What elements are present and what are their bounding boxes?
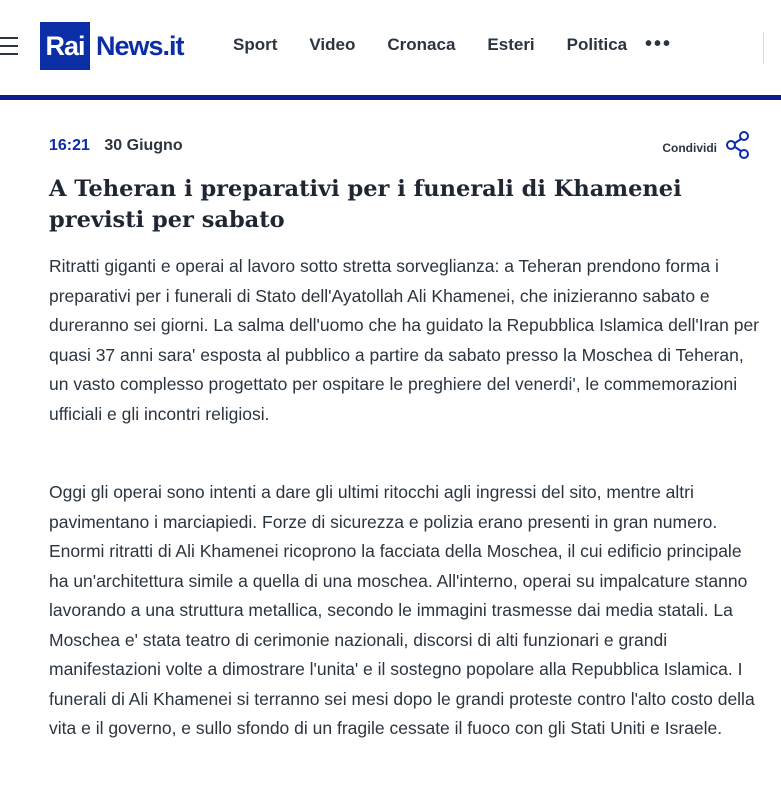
share-label: Condividi (662, 140, 717, 155)
article-paragraph-2: Oggi gli operai sono intenti a dare gli ultimi ritocchi agli ingressi del sito, mentre altri pavimentano i marciapiedi. Forze di sicurezza e polizia erano presenti in gran numero. Enormi ritratti di Ali Khamenei ricoprono la facciata della Moschea, il cui edificio principale ha un'architettura simile a quella di una moschea. All'interno, operai su impalcature stanno lavorando a una struttura metallica, secondo le immagini trasmesse dai media statali. La Moschea e' stata teatro di cerimonie nazionali, discorsi di alti funzionari e grandi manifestazioni volte a dimostrare l'unita' e il sostegno popolare alla Repubblica Islamica. I funerali di Ali Khamenei si terranno sei mesi dopo le grandi proteste contro l'alto costo della vita e il governo, e sullo sfondo di un fragile cessate il fuoco con gli Stati Uniti e Israele. (49, 482, 755, 738)
article-paragraph-1: Ritratti giganti e operai al lavoro sotto stretta sorveglianza: a Teheran prendono forma i preparativi per i funerali di Stato dell'Ayatollah Ali Khamenei, che inizieranno sabato e dureranno sei giorni. La salma dell'uomo che ha guidato la Repubblica Islamica dell'Iran per quasi 37 anni sara' esposta al pubblico a partire da sabato presso la Moschea di Teheran, un vasto complesso progettato per ospitare le preghiere del venerdi', le commemorazioni ufficiali e gli incontri religiosi. (49, 256, 760, 424)
article-meta (49, 137, 183, 155)
article-time: 16:21 (49, 137, 90, 154)
article-title: A Teheran i preparativi per i funerali di Khamenei previsti per sabato (49, 176, 682, 233)
nav-item-sport[interactable]: Sport (233, 35, 278, 54)
nav-item-cronaca[interactable]: Cronaca (387, 35, 456, 54)
article-date: 30 Giugno (104, 137, 183, 154)
nav-item-esteri[interactable]: Esteri (487, 35, 535, 54)
nav-item-video[interactable]: Video (309, 35, 356, 54)
header-divider (763, 32, 764, 64)
site-header (0, 0, 781, 95)
share-icon (725, 130, 751, 165)
more-menu-icon[interactable]: ••• (645, 33, 673, 55)
nav-item-politica[interactable]: Politica (566, 35, 628, 54)
header-accent-bar (0, 95, 781, 100)
main-nav (233, 35, 659, 55)
rainews-logo[interactable] (40, 22, 184, 70)
logo-rai: Rai (40, 22, 90, 70)
logo-news: News.it (96, 30, 184, 61)
share-button[interactable] (662, 130, 751, 165)
hamburger-menu-icon[interactable] (0, 37, 18, 55)
